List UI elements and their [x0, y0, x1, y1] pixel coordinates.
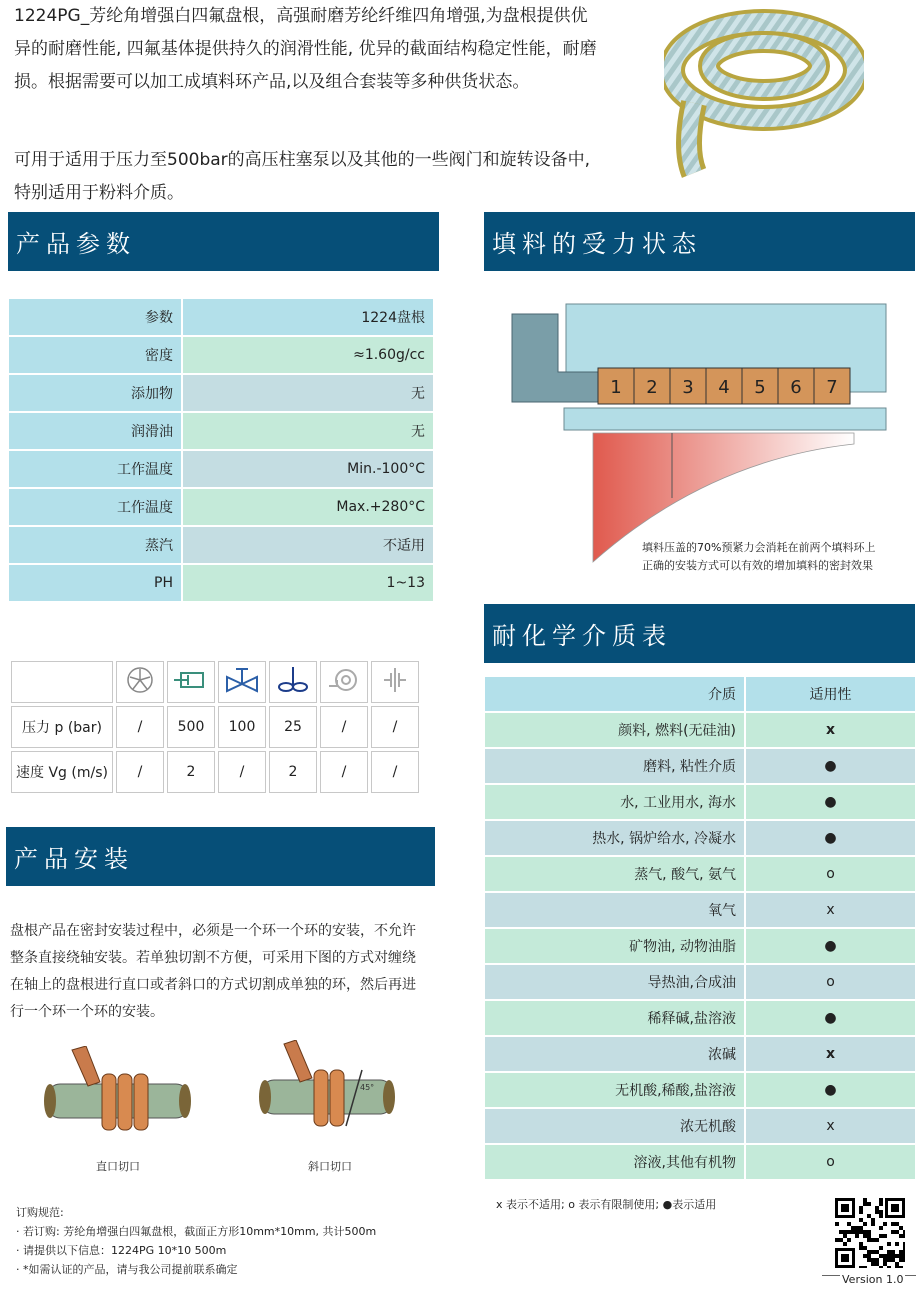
chem-medium: 蒸气, 酸气, 氨气: [485, 857, 744, 891]
section-header-params: 产品参数: [8, 212, 439, 271]
chem-medium: 浓碱: [485, 1037, 744, 1071]
chem-suitability: x: [746, 1037, 915, 1071]
bevel-cut-label: 斜口切口: [308, 1160, 352, 1173]
pressure-value: /: [116, 706, 164, 748]
speed-value: /: [116, 751, 164, 793]
params-value: 无: [183, 413, 433, 449]
chem-suitability: ●: [746, 749, 915, 783]
piston-pump-icon: [167, 661, 215, 703]
params-row: [9, 451, 433, 487]
packing-ring-label: 2: [646, 377, 658, 398]
speed-value: /: [218, 751, 266, 793]
params-table: [7, 297, 435, 603]
chem-suitability: ●: [746, 1073, 915, 1107]
params-key: 蒸汽: [9, 527, 181, 563]
chem-suitability: ●: [746, 785, 915, 819]
bevel-cut-illustration: [258, 1040, 398, 1144]
order-spec-line-3: · *如需认证的产品，请与我公司提前联系确定: [16, 1263, 238, 1276]
params-row: [9, 413, 433, 449]
intro-paragraph-2: 可用于适用于压力至500bar的高压柱塞泵以及其他的一些阀门和旋转设备中,特别适用于粉料介质。: [14, 150, 591, 203]
chem-medium: 矿物油, 动物油脂: [485, 929, 744, 963]
force-caption-2: 正确的安装方式可以有效的增加填料的密封效果: [642, 559, 873, 572]
chem-row: [485, 893, 915, 927]
version-label: Version 1.0: [842, 1273, 904, 1286]
chem-medium: 热水, 锅炉给水, 冷凝水: [485, 821, 744, 855]
params-value: Min.-100°C: [183, 451, 433, 487]
order-spec-line-2: · 请提供以下信息：1224PG 10*10 500m: [16, 1244, 227, 1257]
params-key: 密度: [9, 337, 181, 373]
section-header-force: 填料的受力状态: [484, 212, 915, 271]
packing-ring-label: 4: [718, 377, 730, 398]
params-row: [9, 489, 433, 525]
qr-code-image: [835, 1198, 905, 1268]
speed-value: 2: [269, 751, 317, 793]
valve-icon: [218, 661, 266, 703]
params-value: 1~13: [183, 565, 433, 601]
chem-medium: 氧气: [485, 893, 744, 927]
params-row: [9, 527, 433, 563]
speed-label: 速度 Vg (m/s): [11, 751, 113, 793]
chem-medium: 水, 工业用水, 海水: [485, 785, 744, 819]
agitator-icon: [269, 661, 317, 703]
intro-paragraph-1: 1224PG_芳纶角增强白四氟盘根，高强耐磨芳纶纤维四角增强,为盘根提供优异的耐磨性能, 四氟基体提供持久的润滑性能, 优异的截面结构稳定性能，耐磨损。根据需要可以加工成填料环产品,以及组合套装等多种供货状态。: [14, 6, 597, 92]
section-header-chemical: 耐化学介质表: [484, 604, 915, 663]
packing-ring-label: 5: [754, 377, 766, 398]
chem-medium: 磨料, 粘性介质: [485, 749, 744, 783]
chem-suitability: o: [746, 1145, 915, 1179]
chem-row: [485, 1109, 915, 1143]
speed-value: 2: [167, 751, 215, 793]
params-key: 添加物: [9, 375, 181, 411]
pressure-label: 压力 p (bar): [11, 706, 113, 748]
params-row: [9, 375, 433, 411]
order-spec: [16, 1203, 376, 1279]
rotary-shaft-icon: [371, 661, 419, 703]
params-key: 工作温度: [9, 451, 181, 487]
force-caption-1: 填料压盖的70%预紧力会消耗在前两个填料环上: [642, 541, 876, 554]
chem-suitability: ●: [746, 929, 915, 963]
chem-medium: 浓无机酸: [485, 1109, 744, 1143]
order-spec-line-1: · 若订购: 芳纶角增强白四氟盘根，截面正方形10mm*10mm, 共计500m: [16, 1225, 377, 1238]
chem-header-medium: 介质: [485, 677, 744, 711]
machine-table: [8, 658, 422, 796]
chem-row: [485, 929, 915, 963]
packing-force-diagram: [508, 300, 892, 570]
pressure-value: 100: [218, 706, 266, 748]
speed-value: /: [320, 751, 368, 793]
chem-row: [485, 1037, 915, 1071]
pressure-value: /: [320, 706, 368, 748]
chem-suitability: x: [746, 893, 915, 927]
chem-suitability: o: [746, 965, 915, 999]
pressure-value: 25: [269, 706, 317, 748]
chem-row: [485, 857, 915, 891]
params-value: 1224盘根: [183, 299, 433, 335]
params-key: PH: [9, 565, 181, 601]
chem-suitability: x: [746, 713, 915, 747]
straight-cut-illustration: [42, 1046, 194, 1148]
force-caption: [642, 539, 875, 575]
chem-suitability: ●: [746, 1001, 915, 1035]
packing-ring-label: 3: [682, 377, 694, 398]
chem-legend: x 表示不适用; o 表示有限制使用; ●表示适用: [496, 1198, 717, 1211]
chem-row: [485, 821, 915, 855]
params-key: 参数: [9, 299, 181, 335]
chem-medium: 稀释碱,盐溶液: [485, 1001, 744, 1035]
chem-medium: 导热油,合成油: [485, 965, 744, 999]
params-key: 工作温度: [9, 489, 181, 525]
packing-ring-label: 1: [610, 377, 622, 398]
chem-medium: 溶液,其他有机物: [485, 1145, 744, 1179]
pressure-value: /: [371, 706, 419, 748]
chem-suitability: ●: [746, 821, 915, 855]
chem-row: [485, 785, 915, 819]
fan-icon: [116, 661, 164, 703]
params-value: Max.+280°C: [183, 489, 433, 525]
pressure-value: 500: [167, 706, 215, 748]
order-spec-title: 订购规范:: [16, 1206, 64, 1219]
chem-medium: 无机酸,稀酸,盐溶液: [485, 1073, 744, 1107]
install-text: 盘根产品在密封安装过程中，必须是一个环一个环的安装，不允许整条直接绕轴安装。若单独切割不方便，可采用下图的方式对缠绕在轴上的盘根进行直口或者斜口的方式切割成单独的环，然后再进行一个环一个环的安装。: [10, 923, 416, 1020]
params-value: 无: [183, 375, 433, 411]
speed-value: /: [371, 751, 419, 793]
params-value: 不适用: [183, 527, 433, 563]
chem-row: [485, 1073, 915, 1107]
chem-medium: 颜料, 燃料(无硅油): [485, 713, 744, 747]
packing-ring-label: 7: [826, 377, 838, 398]
chemical-resistance-table: [483, 675, 917, 1181]
params-key: 润滑油: [9, 413, 181, 449]
chem-header-suitability: 适用性: [746, 677, 915, 711]
params-row: [9, 299, 433, 335]
params-value: ≈1.60g/cc: [183, 337, 433, 373]
params-row: [9, 337, 433, 373]
chem-row: [485, 713, 915, 747]
machine-table-corner: [11, 661, 113, 703]
straight-cut-label: 直口切口: [96, 1160, 140, 1173]
bevel-angle-label: 45°: [360, 1083, 375, 1092]
chem-row: [485, 965, 915, 999]
section-header-install: 产品安装: [6, 827, 435, 886]
chem-row: [485, 1001, 915, 1035]
centrifugal-pump-icon: [320, 661, 368, 703]
chem-row: [485, 749, 915, 783]
chem-suitability: o: [746, 857, 915, 891]
packing-ring-label: 6: [790, 377, 802, 398]
chem-row: [485, 1145, 915, 1179]
params-row: [9, 565, 433, 601]
chem-suitability: x: [746, 1109, 915, 1143]
shaft-block: [564, 408, 886, 430]
packing-coil-image: [664, 8, 864, 178]
